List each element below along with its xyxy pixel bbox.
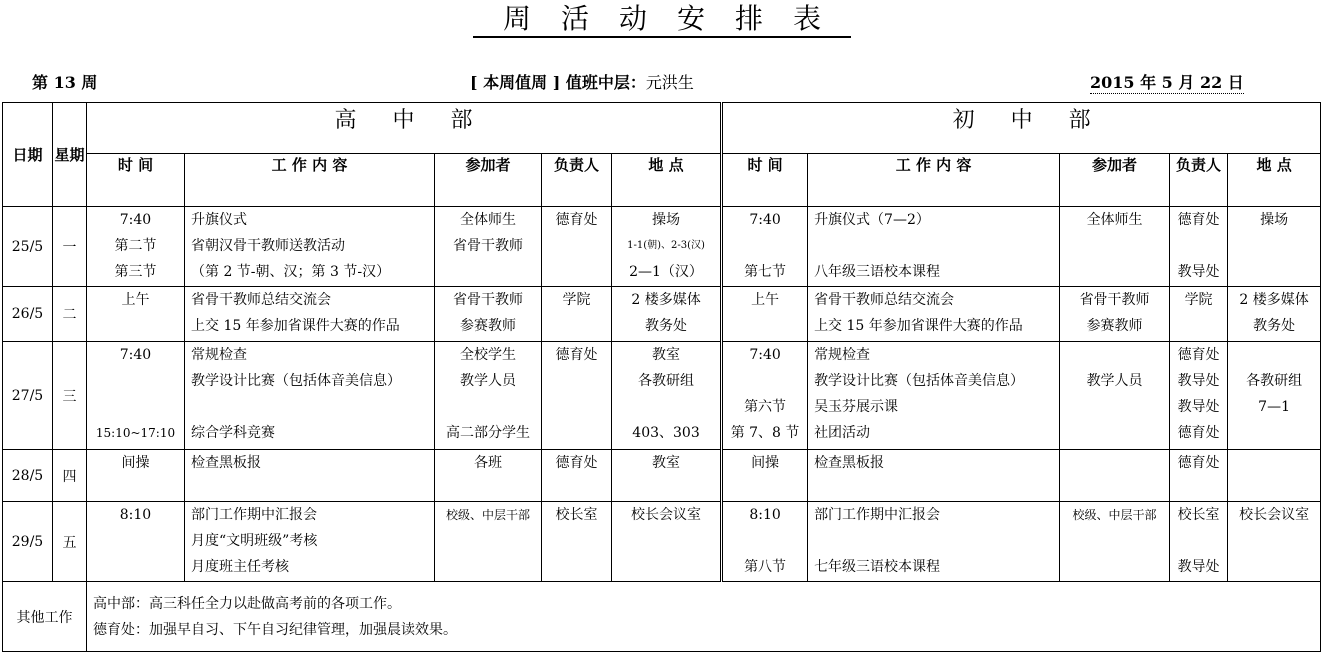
- cell-line: [612, 394, 720, 420]
- cell-line: 德育处: [555, 347, 598, 363]
- cell-line: [612, 554, 720, 580]
- cell-j-time: [722, 287, 808, 342]
- cell-line: 七年级三语校本课程: [814, 559, 941, 575]
- document-date: 2015 年 5 月 22 日: [1090, 70, 1244, 94]
- cell-s-time: [87, 287, 185, 342]
- cell-line: [542, 554, 611, 580]
- header-s-place: 地 点: [612, 154, 722, 207]
- cell-line: 1-1(朝)、2-3(汉): [627, 240, 705, 251]
- cell-line: [542, 528, 611, 554]
- cell-line: [1060, 342, 1169, 368]
- cell-line: 升旗仪式（7—2）: [814, 212, 930, 228]
- cell-s-content: [185, 450, 435, 502]
- cell-line: [87, 394, 184, 420]
- cell-s-owner: [542, 450, 612, 502]
- cell-line: [1170, 313, 1227, 339]
- cell-line: 教导处: [1177, 399, 1220, 415]
- cell-line: 上交 15 年参加省课件大赛的作品: [814, 318, 1023, 334]
- cell-line: 月度“文明班级”考核: [191, 533, 318, 549]
- cell-line: 403、303: [632, 425, 700, 441]
- row-weekday: 二: [53, 287, 87, 342]
- cell-line: 高二部分学生: [446, 425, 530, 441]
- cell-line: [1060, 420, 1169, 446]
- cell-line: 参赛教师: [1086, 318, 1143, 334]
- cell-line: 上午: [751, 292, 780, 308]
- cell-line: [87, 554, 184, 580]
- cell-line: 学院: [1184, 292, 1213, 308]
- cell-s-part: [435, 502, 542, 582]
- cell-line: 教学设计比赛（包括体音美信息）: [814, 373, 1025, 389]
- schedule-row: [3, 502, 1321, 582]
- other-work-content: [87, 582, 1321, 652]
- cell-line: 校长会议室: [1239, 507, 1310, 523]
- header-weekday: 星期: [53, 103, 87, 207]
- cell-s-part: [435, 342, 542, 450]
- cell-line: [435, 528, 541, 554]
- cell-line: 教导处: [1177, 559, 1220, 575]
- cell-line: 校长会议室: [631, 507, 702, 523]
- header-j-content: 工 作 内 容: [808, 154, 1060, 207]
- cell-line: 上午: [121, 292, 150, 308]
- cell-line: 8:10: [749, 507, 781, 523]
- cell-j-content: [808, 502, 1060, 582]
- cell-s-place: [612, 450, 722, 502]
- cell-line: 第八节: [744, 559, 787, 575]
- cell-line: 7:40: [749, 347, 781, 363]
- cell-line: [1060, 450, 1169, 476]
- cell-line: 教导处: [1177, 373, 1220, 389]
- cell-line: [1170, 233, 1227, 259]
- cell-line: 德育处: [1177, 347, 1220, 363]
- cell-s-time: [87, 450, 185, 502]
- schedule-table: [2, 102, 1321, 652]
- cell-line: 部门工作期中汇报会: [191, 507, 317, 523]
- cell-line: 第 7、8 节: [730, 425, 800, 441]
- cell-line: [1060, 394, 1169, 420]
- cell-line: 间操: [751, 455, 780, 471]
- cell-s-time: [87, 502, 185, 582]
- cell-j-place: [1228, 287, 1321, 342]
- cell-line: 校级、中层干部: [1072, 508, 1157, 522]
- cell-s-part: [435, 450, 542, 502]
- cell-line: 德育处: [555, 212, 598, 228]
- cell-j-time: [722, 502, 808, 582]
- cell-line: [542, 259, 611, 285]
- cell-j-part: [1060, 502, 1170, 582]
- cell-line: 15:10~17:10: [95, 426, 176, 440]
- schedule-row: [3, 450, 1321, 502]
- cell-line: [1228, 450, 1320, 476]
- cell-line: 全校学生: [460, 347, 516, 363]
- cell-line: [542, 368, 611, 394]
- cell-line: 操场: [1260, 212, 1289, 228]
- header-j-place: 地 点: [1228, 154, 1321, 207]
- cell-line: 7:40: [119, 347, 152, 363]
- row-weekday: 五: [53, 502, 87, 582]
- other-work-label: 其他工作: [3, 582, 87, 652]
- cell-j-owner: [1170, 287, 1228, 342]
- cell-line: 八年级三语校本课程: [814, 264, 941, 280]
- cell-line: [87, 528, 184, 554]
- other-work-line: 德育处：加强早自习、下午自习纪律管理，加强晨读效果。: [93, 621, 457, 638]
- cell-line: [542, 233, 611, 259]
- cell-s-content: [185, 287, 435, 342]
- cell-j-place: [1228, 450, 1321, 502]
- cell-line: 教学设计比赛（包括体音美信息）: [191, 373, 401, 389]
- cell-line: [542, 420, 611, 446]
- cell-j-content: [808, 450, 1060, 502]
- cell-j-place: [1228, 207, 1321, 287]
- cell-line: 各班: [474, 455, 502, 471]
- cell-line: 校长室: [555, 507, 598, 523]
- cell-line: 教导处: [1177, 264, 1220, 280]
- cell-j-owner: [1170, 450, 1228, 502]
- cell-line: 第二节: [114, 238, 157, 254]
- row-weekday: 四: [53, 450, 87, 502]
- cell-line: [542, 394, 611, 420]
- header-j-owner: 负责人: [1170, 154, 1228, 207]
- cell-line: 各教研组: [1246, 373, 1303, 389]
- cell-line: [542, 313, 611, 339]
- cell-s-owner: [542, 207, 612, 287]
- cell-s-content: [185, 207, 435, 287]
- cell-line: 教室: [652, 455, 681, 471]
- cell-line: 全体师生: [1086, 212, 1143, 228]
- cell-j-part: [1060, 342, 1170, 450]
- cell-j-time: [722, 450, 808, 502]
- cell-line: [435, 554, 541, 580]
- header-j-participants: 参加者: [1060, 154, 1170, 207]
- cell-line: [814, 233, 1059, 259]
- cell-s-time: [87, 342, 185, 450]
- cell-line: [1060, 233, 1169, 259]
- cell-line: 第六节: [744, 399, 787, 415]
- other-work-line: 高中部：高三科任全力以赴做高考前的各项工作。: [93, 595, 401, 612]
- cell-s-owner: [542, 287, 612, 342]
- cell-line: [1228, 554, 1320, 580]
- schedule-row: [3, 207, 1321, 287]
- cell-line: 吴玉芬展示课: [814, 399, 899, 415]
- cell-line: （第 2 节-朝、汉；第 3 节-汉）: [191, 264, 391, 280]
- cell-j-content: [808, 287, 1060, 342]
- cell-line: 第七节: [744, 264, 787, 280]
- cell-line: 升旗仪式: [191, 212, 247, 228]
- cell-line: [1060, 554, 1169, 580]
- cell-line: 教学人员: [1086, 373, 1143, 389]
- cell-line: [1228, 233, 1320, 259]
- cell-line: [435, 259, 541, 285]
- cell-s-place: [612, 207, 722, 287]
- cell-j-part: [1060, 450, 1170, 502]
- duty-info: [ 本周值周 ] 值班中层：元洪生: [470, 73, 694, 92]
- cell-line: 参赛教师: [460, 318, 516, 334]
- cell-line: 社团活动: [814, 425, 871, 441]
- cell-line: 间操: [121, 455, 150, 471]
- cell-line: 教务处: [1253, 318, 1296, 334]
- cell-line: [435, 394, 541, 420]
- header-s-time: 时 间: [87, 154, 185, 207]
- cell-line: 检查黑板报: [191, 455, 261, 471]
- cell-line: 德育处: [1177, 455, 1220, 471]
- cell-line: 2—1（汉）: [629, 264, 703, 280]
- cell-s-place: [612, 287, 722, 342]
- cell-line: [1228, 528, 1320, 554]
- cell-line: [723, 313, 807, 339]
- cell-s-owner: [542, 342, 612, 450]
- cell-line: 综合学科竞赛: [191, 425, 275, 441]
- cell-line: 省骨干教师总结交流会: [814, 292, 955, 308]
- header-date: 日期: [3, 103, 53, 207]
- cell-line: 学院: [562, 292, 591, 308]
- cell-line: 检查黑板报: [814, 455, 885, 471]
- cell-j-part: [1060, 287, 1170, 342]
- schedule-row: [3, 342, 1321, 450]
- cell-j-place: [1228, 342, 1321, 450]
- cell-line: [87, 313, 184, 339]
- page-title: 周活动安排表: [0, 2, 1324, 38]
- cell-line: [723, 233, 807, 259]
- cell-line: [723, 368, 807, 394]
- schedule-row: [3, 287, 1321, 342]
- cell-s-content: [185, 502, 435, 582]
- cell-s-owner: [542, 502, 612, 582]
- cell-line: 省朝汉骨干教师送教活动: [191, 238, 345, 254]
- cell-line: [191, 394, 434, 420]
- cell-line: 全体师生: [460, 212, 516, 228]
- cell-line: [87, 368, 184, 394]
- cell-line: 校长室: [1177, 507, 1220, 523]
- cell-j-time: [722, 207, 808, 287]
- header-s-participants: 参加者: [435, 154, 542, 207]
- cell-line: 7:40: [749, 212, 781, 228]
- cell-line: 校级、中层干部: [445, 508, 530, 522]
- cell-j-time: [722, 342, 808, 450]
- cell-line: [1170, 528, 1227, 554]
- cell-line: [1228, 342, 1320, 368]
- row-date: 27/5: [3, 342, 53, 450]
- cell-s-part: [435, 287, 542, 342]
- cell-line: 上交 15 年参加省课件大赛的作品: [191, 318, 400, 334]
- cell-s-place: [612, 502, 722, 582]
- row-date: 25/5: [3, 207, 53, 287]
- cell-line: 8:10: [119, 507, 152, 523]
- cell-s-content: [185, 342, 435, 450]
- cell-j-content: [808, 342, 1060, 450]
- other-work-row: [3, 582, 1321, 652]
- cell-line: 2 楼多媒体: [631, 292, 701, 308]
- cell-j-place: [1228, 502, 1321, 582]
- cell-line: 7:40: [119, 212, 152, 228]
- cell-line: 各教研组: [638, 373, 695, 389]
- cell-line: 德育处: [1177, 212, 1220, 228]
- cell-line: 教室: [652, 347, 681, 363]
- cell-j-part: [1060, 207, 1170, 287]
- header-senior: 高中部: [87, 103, 722, 154]
- header-s-content: 工 作 内 容: [185, 154, 435, 207]
- cell-line: [814, 528, 1059, 554]
- cell-line: [1060, 259, 1169, 285]
- cell-line: 省骨干教师: [453, 238, 523, 254]
- header-j-time: 时 间: [722, 154, 808, 207]
- cell-j-owner: [1170, 342, 1228, 450]
- cell-line: [1228, 259, 1320, 285]
- cell-j-content: [808, 207, 1060, 287]
- cell-line: 省骨干教师: [1079, 292, 1150, 308]
- cell-line: 常规检查: [191, 347, 247, 363]
- cell-line: 第三节: [114, 264, 157, 280]
- cell-j-owner: [1170, 502, 1228, 582]
- cell-line: 教务处: [645, 318, 688, 334]
- cell-line: [612, 528, 720, 554]
- cell-line: 省骨干教师总结交流会: [191, 292, 331, 308]
- cell-line: 教学人员: [460, 373, 516, 389]
- cell-line: [723, 528, 807, 554]
- cell-line: 月度班主任考核: [191, 559, 289, 575]
- cell-s-place: [612, 342, 722, 450]
- cell-line: 德育处: [1177, 425, 1220, 441]
- cell-line: [1060, 528, 1169, 554]
- row-date: 29/5: [3, 502, 53, 582]
- cell-s-part: [435, 207, 542, 287]
- cell-j-owner: [1170, 207, 1228, 287]
- row-date: 26/5: [3, 287, 53, 342]
- cell-line: [1228, 420, 1320, 446]
- cell-line: 部门工作期中汇报会: [814, 507, 941, 523]
- cell-line: 德育处: [555, 455, 598, 471]
- row-weekday: 一: [53, 207, 87, 287]
- cell-line: 省骨干教师: [453, 292, 523, 308]
- cell-line: 常规检查: [814, 347, 871, 363]
- row-date: 28/5: [3, 450, 53, 502]
- header-junior: 初中部: [722, 103, 1321, 154]
- row-weekday: 三: [53, 342, 87, 450]
- duty-name: 元洪生: [645, 73, 694, 92]
- header-s-owner: 负责人: [542, 154, 612, 207]
- week-number: 第 13 周: [32, 73, 98, 92]
- cell-line: 2 楼多媒体: [1239, 292, 1309, 308]
- cell-line: 7—1: [1258, 399, 1290, 415]
- cell-line: 操场: [652, 212, 681, 228]
- cell-s-time: [87, 207, 185, 287]
